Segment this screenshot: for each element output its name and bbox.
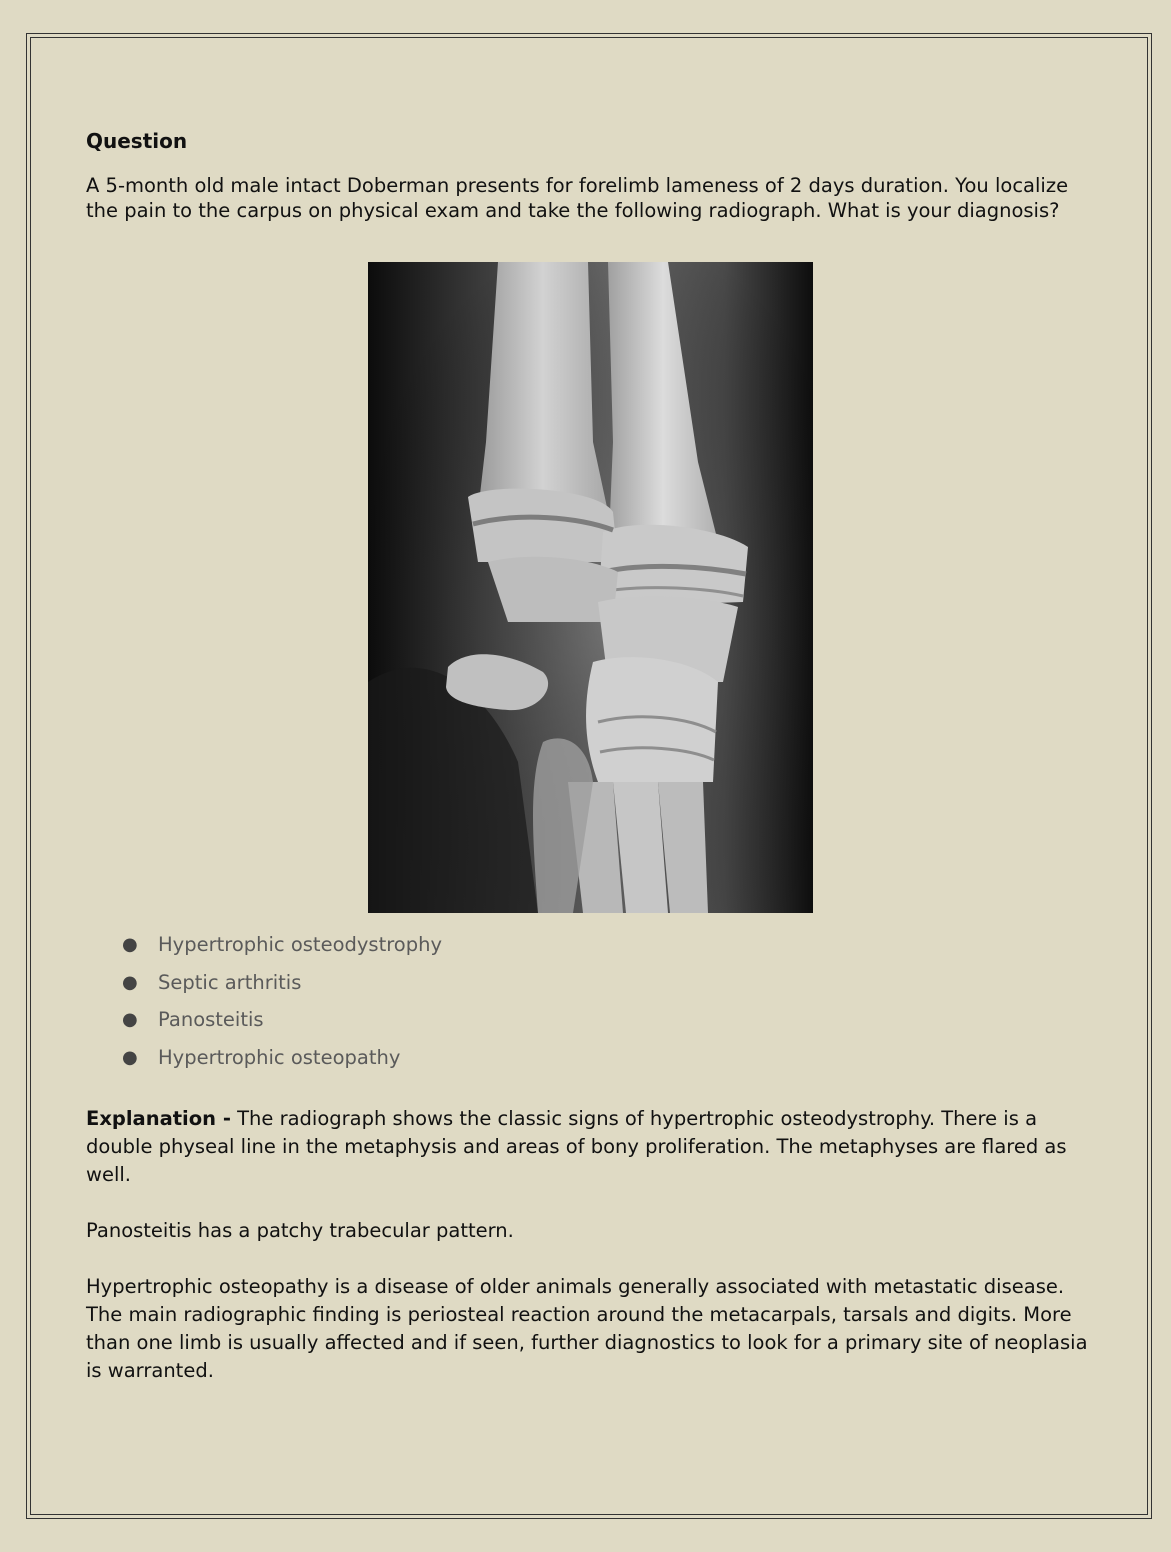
question-text: A 5-month old male intact Doberman presents for forelimb lameness of 2 days duration. You localize the pain to the carpus on physical exam and take the following radiograph. What is your diagnosis?: [86, 174, 1069, 222]
answer-option[interactable]: [116, 968, 442, 1006]
answer-option[interactable]: [116, 1043, 442, 1081]
bullet-icon: ●: [122, 1047, 138, 1069]
radiograph-drawing: [368, 262, 813, 913]
explanation-label: Explanation -: [86, 1107, 231, 1130]
answer-options-list: [116, 930, 442, 1081]
explanation-paragraph: [86, 1105, 1086, 1189]
answer-option-label: Panosteitis: [158, 1008, 264, 1032]
answer-option[interactable]: [116, 930, 442, 968]
explanation-text: The radiograph shows the classic signs of hypertrophic osteodystrophy. There is a double physeal line in the metaphysis and areas of bony proliferation. The metaphyses are flared as well.: [86, 1107, 1067, 1186]
radiograph-image: [368, 262, 813, 913]
question-heading: Question: [86, 129, 188, 153]
bullet-icon: ●: [122, 971, 138, 993]
answer-option-label: Hypertrophic osteodystrophy: [158, 933, 443, 956]
bullet-icon: ●: [122, 1009, 138, 1031]
answer-option-label: Septic arthritis: [158, 970, 302, 994]
answer-option-label: Hypertrophic osteopathy: [158, 1046, 401, 1070]
bullet-icon: ●: [122, 934, 138, 955]
panosteitis-paragraph: Panosteitis has a patchy trabecular pattern.: [86, 1219, 514, 1242]
answer-option[interactable]: [116, 1005, 442, 1043]
osteopathy-paragraph: Hypertrophic osteopathy is a disease of older animals generally associated with metastatic disease. The main radiographic finding is periosteal reaction around the metacarpals, tarsals and digits. More than one limb is usually affected and if seen, further diagnostics to look for a primary site of neoplasia is warranted.: [86, 1275, 1088, 1382]
